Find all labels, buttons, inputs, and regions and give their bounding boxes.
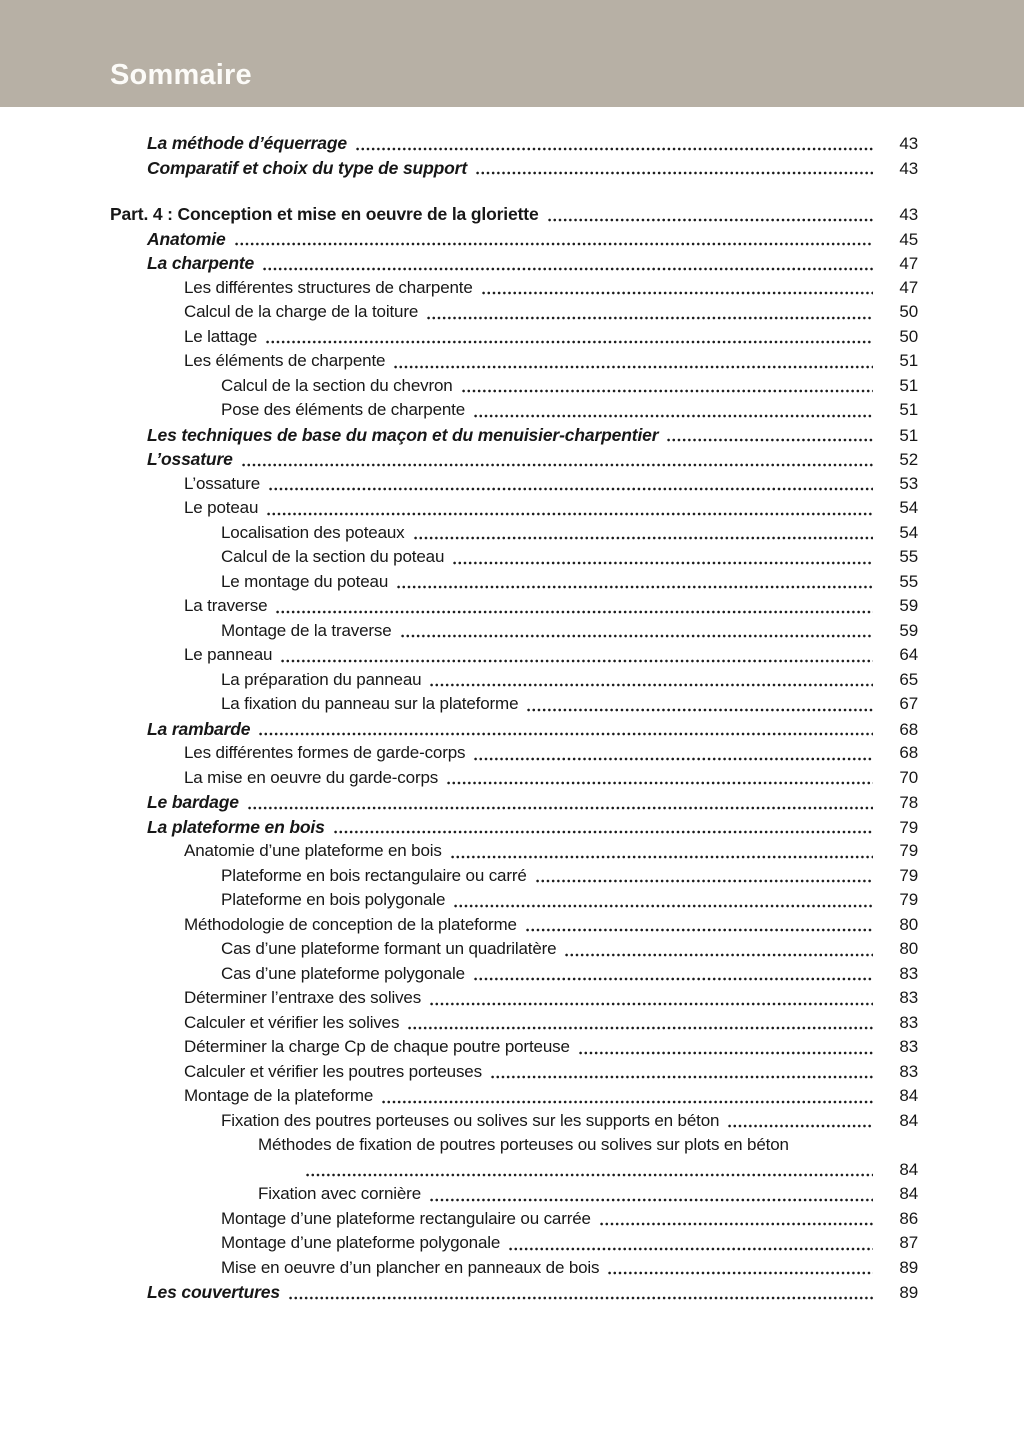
toc-entry: [0, 913, 918, 938]
toc-entry-page: 79: [899, 841, 918, 860]
dotted-leader: [447, 781, 873, 785]
toc-entry-page: 89: [899, 1257, 918, 1277]
toc-entry-page: 79: [899, 865, 918, 885]
toc-entry: [0, 766, 918, 791]
toc-entry-label: Le montage du poteau: [221, 571, 389, 591]
dotted-leader: [248, 806, 873, 810]
toc-spacer: [0, 180, 918, 202]
toc-entry-label: Les différentes structures de charpente: [184, 277, 473, 297]
toc-entry: [0, 251, 918, 276]
dotted-leader: [408, 1026, 873, 1030]
dotted-leader: [397, 585, 873, 589]
toc-entry-label: Calculer et vérifier les poutres porteuses: [184, 1061, 482, 1081]
toc-entry-page: 84: [899, 1159, 918, 1179]
dotted-leader: [509, 1247, 873, 1251]
toc-entry: [0, 447, 918, 472]
toc-entry-label: Anatomie d’une plateforme en bois: [184, 841, 442, 860]
toc-entry-page: 59: [899, 620, 918, 640]
dotted-leader: [474, 757, 873, 761]
toc-entry-page: 47: [899, 277, 918, 297]
dotted-leader: [667, 438, 873, 442]
dotted-leader: [526, 928, 873, 932]
toc-entry-label: Calcul de la section du poteau: [221, 547, 445, 566]
toc-entry-label: L’ossature: [184, 473, 260, 493]
dotted-leader: [269, 487, 873, 491]
toc-entry-page: 89: [899, 1283, 918, 1302]
toc-entry: [0, 962, 918, 987]
toc-entry-page: 51: [899, 400, 918, 419]
toc-entry: [0, 1231, 918, 1256]
toc-entry-label: Les couvertures: [147, 1282, 280, 1302]
toc-entry: [0, 496, 918, 521]
toc-entry: [0, 692, 918, 717]
toc-entry-label: Montage d’une plateforme rectangulaire ou carrée: [221, 1208, 591, 1228]
toc-entry-label: Le panneau: [184, 645, 273, 664]
dotted-leader: [454, 904, 873, 908]
dotted-leader: [430, 683, 873, 687]
toc-entry-page: 55: [899, 547, 918, 566]
toc-entry: [0, 1158, 918, 1183]
toc-entry-label: Comparatif et choix du type de support: [147, 157, 468, 178]
toc-entry: [0, 888, 918, 913]
dotted-leader: [382, 1100, 873, 1104]
toc-entry-label: Les techniques de base du maçon et du menuisier-charpentier: [147, 424, 659, 445]
toc-entry-label: Méthodologie de conception de la plateforme: [184, 914, 517, 934]
toc-entry-page: 43: [899, 158, 918, 178]
toc-entry-page: 45: [899, 229, 918, 249]
toc-entry-page: 65: [899, 669, 918, 689]
toc-entry-page: 86: [899, 1208, 918, 1228]
toc-entry: [0, 156, 918, 181]
toc-entry-label: Cas d’une plateforme polygonale: [221, 963, 465, 983]
dotted-leader: [414, 536, 873, 540]
toc-entry-label: Plateforme en bois rectangulaire ou carré: [221, 865, 527, 885]
toc-entry-page: 67: [899, 694, 918, 713]
dotted-leader: [266, 340, 873, 344]
toc-entry-page: 54: [899, 522, 918, 542]
toc-entry-page: 83: [899, 1061, 918, 1081]
table-of-contents: [0, 131, 1024, 1305]
toc-entry-page: 83: [899, 988, 918, 1007]
dotted-leader: [453, 561, 873, 565]
toc-entry: [0, 374, 918, 399]
toc-entry-label: Calcul de la section du chevron: [221, 375, 453, 395]
toc-entry-label: Les différentes formes de garde-corps: [184, 743, 466, 762]
toc-entry-label: Le poteau: [184, 498, 259, 517]
toc-entry-label: Déterminer l’entraxe des solives: [184, 988, 422, 1007]
toc-entry-page: 83: [899, 1012, 918, 1032]
dotted-leader: [565, 953, 873, 957]
toc-entry-page: 79: [899, 890, 918, 909]
toc-entry: [0, 300, 918, 325]
toc-entry-label: Calcul de la charge de la toiture: [184, 302, 419, 321]
toc-entry-label: La méthode d’équerrage: [147, 133, 347, 153]
toc-entry: [0, 545, 918, 570]
dotted-leader: [527, 708, 873, 712]
toc-entry: [0, 398, 918, 423]
toc-entry: [0, 1280, 918, 1305]
toc-entry: [0, 717, 918, 742]
toc-entry: [0, 521, 918, 546]
toc-entry-label: Le lattage: [184, 326, 258, 346]
toc-entry-page: 83: [899, 1037, 918, 1056]
toc-entry-label: Mise en oeuvre d’un plancher en panneaux de bois: [221, 1257, 600, 1277]
toc-entry-label: Montage d’une plateforme polygonale: [221, 1233, 501, 1252]
toc-entry: [0, 131, 918, 156]
toc-entry-label: La rambarde: [147, 718, 251, 739]
dotted-leader: [356, 147, 873, 151]
dotted-leader: [427, 316, 873, 320]
toc-entry-page: 54: [899, 498, 918, 517]
toc-entry-label: Cas d’une plateforme formant un quadrilatère: [221, 939, 557, 958]
toc-entry-label: L’ossature: [147, 449, 233, 469]
toc-entry-page: 51: [899, 425, 918, 445]
toc-entry-page: 84: [899, 1086, 918, 1105]
toc-entry: [0, 643, 918, 668]
dotted-leader: [476, 171, 873, 175]
toc-entry: [0, 790, 918, 815]
toc-entry-page: 47: [899, 254, 918, 273]
toc-entry: [0, 741, 918, 766]
toc-rows: [0, 131, 918, 1305]
toc-entry: [0, 227, 918, 252]
dotted-leader: [536, 879, 873, 883]
toc-entry-page: 51: [899, 375, 918, 395]
toc-entry-page: 80: [899, 914, 918, 934]
toc-entry: [0, 472, 918, 497]
toc-entry: [0, 349, 918, 374]
toc-entry-label: Les éléments de charpente: [184, 351, 386, 370]
toc-entry-label: La préparation du panneau: [221, 669, 422, 689]
page-header: [0, 0, 1024, 107]
dotted-leader: [548, 218, 873, 222]
toc-entry-label: Déterminer la charge Cp de chaque poutre porteuse: [184, 1037, 570, 1056]
toc-entry-label: Le bardage: [147, 792, 239, 812]
toc-entry: [0, 864, 918, 889]
dotted-leader: [474, 977, 873, 981]
toc-entry: [0, 1011, 918, 1036]
toc-entry: [0, 1133, 918, 1158]
toc-entry-page: 83: [899, 963, 918, 983]
toc-entry-label: Localisation des poteaux: [221, 522, 405, 542]
dotted-leader: [281, 659, 873, 663]
toc-entry: [0, 815, 918, 840]
toc-entry-page: 43: [899, 205, 918, 224]
toc-entry: [0, 594, 918, 619]
toc-entry-page: 51: [899, 351, 918, 370]
toc-entry-page: 80: [899, 939, 918, 958]
dotted-leader: [267, 512, 873, 516]
toc-entry-label: Calculer et vérifier les solives: [184, 1012, 400, 1032]
toc-entry-label: Plateforme en bois polygonale: [221, 890, 446, 909]
toc-entry-page: 52: [899, 450, 918, 469]
dotted-leader: [474, 414, 873, 418]
dotted-leader: [259, 732, 873, 736]
toc-entry-label: Part. 4 : Conception et mise en oeuvre de la gloriette: [110, 204, 539, 224]
dotted-leader: [579, 1051, 873, 1055]
toc-entry: [0, 937, 918, 962]
dotted-leader: [728, 1124, 873, 1128]
page-title: Sommaire: [110, 59, 252, 91]
toc-entry-label: Méthodes de fixation de poutres porteuses ou solives sur plots en béton: [258, 1135, 789, 1154]
toc-entry-page: 84: [899, 1110, 918, 1130]
toc-entry-page: 43: [899, 134, 918, 153]
dotted-leader: [451, 855, 873, 859]
toc-entry: [0, 986, 918, 1011]
toc-entry-label: La charpente: [147, 253, 255, 273]
dotted-leader: [306, 1173, 873, 1177]
toc-entry: [0, 1207, 918, 1232]
toc-entry: [0, 1109, 918, 1134]
toc-entry-page: 59: [899, 596, 918, 615]
toc-entry: [0, 1060, 918, 1085]
toc-entry: [0, 423, 918, 448]
toc-entry: [0, 1182, 918, 1207]
toc-entry-label: La mise en oeuvre du garde-corps: [184, 767, 439, 787]
toc-entry: [0, 1035, 918, 1060]
toc-entry-label: Anatomie: [147, 228, 226, 249]
toc-entry-page: 84: [899, 1184, 918, 1203]
dotted-leader: [608, 1271, 873, 1275]
toc-entry-label: Fixation avec cornière: [258, 1184, 421, 1203]
dotted-leader: [430, 1198, 873, 1202]
toc-entry-page: 68: [899, 719, 918, 739]
toc-entry-page: 79: [899, 817, 918, 837]
toc-entry: [0, 839, 918, 864]
toc-entry: [0, 570, 918, 595]
dotted-leader: [600, 1222, 873, 1226]
toc-entry: [0, 1256, 918, 1281]
toc-entry: [0, 668, 918, 693]
dotted-leader: [462, 389, 873, 393]
dotted-leader: [263, 267, 873, 271]
toc-entry: [0, 325, 918, 350]
dotted-leader: [334, 830, 873, 834]
dotted-leader: [394, 365, 873, 369]
dotted-leader: [401, 634, 873, 638]
toc-entry-label: Montage de la traverse: [221, 620, 392, 640]
toc-entry-page: 64: [899, 645, 918, 664]
toc-entry-page: 50: [899, 302, 918, 321]
toc-entry: [0, 276, 918, 301]
toc-entry-page: 50: [899, 326, 918, 346]
toc-entry-label: Montage de la plateforme: [184, 1086, 374, 1105]
toc-entry-page: 68: [899, 743, 918, 762]
toc-entry: [0, 1084, 918, 1109]
dotted-leader: [242, 463, 873, 467]
toc-entry: [0, 619, 918, 644]
toc-entry: [0, 202, 918, 227]
toc-entry-page: 87: [899, 1233, 918, 1252]
dotted-leader: [289, 1296, 873, 1300]
toc-entry-label: La plateforme en bois: [147, 816, 325, 837]
dotted-leader: [276, 610, 873, 614]
toc-entry-label: La fixation du panneau sur la plateforme: [221, 694, 519, 713]
dotted-leader: [430, 1002, 873, 1006]
dotted-leader: [235, 242, 873, 246]
toc-entry-label: Pose des éléments de charpente: [221, 400, 466, 419]
toc-entry-label: Fixation des poutres porteuses ou solives sur les supports en béton: [221, 1110, 720, 1130]
toc-entry-page: 53: [899, 473, 918, 493]
dotted-leader: [482, 291, 873, 295]
toc-entry-page: 70: [899, 767, 918, 787]
toc-entry-page: 78: [899, 793, 918, 812]
toc-entry-page: 55: [899, 571, 918, 591]
dotted-leader: [491, 1075, 873, 1079]
toc-entry-label: La traverse: [184, 596, 268, 615]
